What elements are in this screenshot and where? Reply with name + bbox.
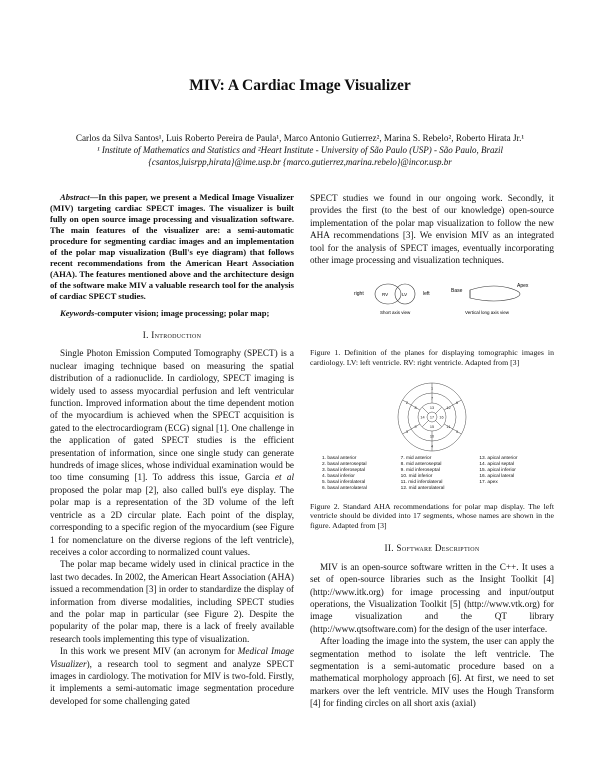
segment-legend-item: 1. basal anterior bbox=[322, 455, 357, 461]
author-list: Carlos da Silva Santos¹, Luis Roberto Pereira de Paula¹, Marco Antonio Gutierrez², Marina S. Rebelo², Roberto Hirata Jr.¹ bbox=[75, 133, 525, 143]
segment-number: 2 bbox=[405, 400, 408, 405]
abstract bbox=[50, 192, 294, 302]
fig1-label-rv: RV bbox=[382, 292, 389, 298]
software-paragraph-1: MIV is an open-source software written in the C++. It uses a set of open-source libraries such as the Insight Toolkit [4] (http://www.itk.org) for image processing and input/output operations, the Visualization Toolkit [5] (http://www.vtk.org) for image visualization and the QT library (http://www.qtsoftware.com) for the design of the user interface. bbox=[310, 561, 554, 634]
intro-paragraph-3: In this work we present MIV (an acronym for Medical Image Visualizer), a research tool to segment and analyze SPECT images in cardiology. The motivation for MIV is two-fold. Firstly, it implements a semi-automatic image segmentation procedure developed for some challenging gated bbox=[50, 646, 295, 706]
abstract-label: Abstract bbox=[60, 192, 90, 202]
segment-legend-item: 17. apex bbox=[479, 479, 498, 485]
abstract-text: —In this paper, we present a Medical Image Visualizer (MIV) targeting cardiac SPECT images. The visualizer is built fully on open source image processing and visualization software. The main features of the visualizer are: a semi-automatic procedure for segmenting cardiac images and an implementation of the polar map visualization (Bull's eye diagram) that follows recent recommendations from the American Heart Association (AHA). The features mentioned above and the architecture design of the software make MIV a valuable research tool for the analysis of cardiac SPECT studies. bbox=[50, 192, 294, 301]
segment-number: 12 bbox=[446, 405, 451, 410]
segment-legend-item: 7. mid anterior bbox=[400, 455, 432, 461]
paper-title: MIV: A Cardiac Image Visualizer bbox=[189, 77, 411, 94]
segment-legend-item: 10. mid inferior bbox=[400, 473, 433, 479]
segment-legend-item: 12. mid anterolateral bbox=[400, 485, 445, 491]
segment-number: 8 bbox=[414, 405, 417, 410]
segment-legend-item: 5. basal inferolateral bbox=[322, 479, 366, 485]
segment-legend-item: 2. basal anteroseptal bbox=[322, 461, 367, 467]
figure-1-caption: Figure 1. Definition of the planes for displaying tomographic images in cardiology. LV: left ventricle. RV: right ventricle. Adapted from [3] bbox=[310, 348, 554, 368]
author-emails: {csantos,luisrpp,hirata}@ime.usp.br {marco.gutierrez,marina.rebelo}@incor.usp.br bbox=[148, 157, 452, 167]
fig1-long-axis-shape bbox=[470, 286, 520, 301]
segment-number: 9 bbox=[414, 424, 417, 429]
section-heading-introduction: I. Introduction bbox=[142, 330, 202, 340]
segment-legend-empty bbox=[479, 486, 554, 492]
segment-number: 17 bbox=[429, 414, 435, 419]
fig1-label-short-axis: Short axis view bbox=[380, 310, 411, 316]
keywords-text: -computer vision; image processing; polar map; bbox=[94, 308, 270, 318]
intro-paragraph-1: Single Photon Emission Computed Tomography (SPECT) is a nuclear imaging technique based on measuring the spatial distribution of a radionuclide. In cardiology, SPECT imaging is widely used to assess myocardial perfusion and left ventricular function. Improved information about the time dependent motion of the myocardium is achieved when the SPECT acquisition is gated to the electrocardiogram (ECG) signal [1]. One challenge in the application of gated SPECT studies is the efficient presentation of information, since one single study can generate hundreds of image slices, whose individual examination would be too time consuming [1]. To address this issue, Garcia et al proposed the polar map [2], also called bull's eye display. The polar map is a representation of the 3D volume of the left ventricle as a 2D circular plate. Each point of the display, corresponding to a specific region of the myocardium (see Figure 1 for nomenclature on the diverse regions of the left ventricle), receives a color according to normalized count values. bbox=[50, 348, 294, 557]
segment-legend-item: 4. basal inferior bbox=[322, 473, 355, 479]
segment-number: 10 bbox=[429, 433, 435, 438]
segment-legend-item: 16. apical lateral bbox=[479, 473, 515, 479]
right-column bbox=[310, 192, 554, 710]
segment-legend-item: 8. mid anteroseptal bbox=[400, 461, 442, 467]
segment-number: 11 bbox=[446, 424, 451, 429]
segment-number: 13 bbox=[429, 405, 435, 410]
segment-legend-item: 9. mid inferoseptal bbox=[400, 467, 440, 473]
segment-number: 14 bbox=[420, 414, 425, 419]
segment-legend-item: 13. apical anterior bbox=[479, 455, 518, 461]
fig1-label-apex: Apex bbox=[517, 283, 529, 290]
right-top-paragraph: SPECT studies we found in our ongoing work. Secondly, it provides the first (to the best of our knowledge) open-source implementation of the polar map visualization to follow the new AHA recommendations [3]. We envision MIV as an integrated tool for the analysis of SPECT images, eventually incorporating other image processing and visualization techniques. bbox=[310, 193, 554, 266]
segment-legend-item: 15. apical inferior bbox=[479, 467, 516, 473]
segment-number: 7 bbox=[430, 395, 434, 400]
segment-legend-item: 14. apical septal bbox=[479, 461, 514, 467]
segment-number: 3 bbox=[405, 429, 408, 434]
segment-legend-item: 3. basal inferoseptal bbox=[322, 467, 365, 473]
segment-legend bbox=[310, 456, 554, 492]
figure-2 bbox=[310, 380, 554, 454]
intro-paragraph-2: The polar map became widely used in clinical practice in the last two decades. In 2002, the American Heart Association (AHA) issued a recommendation [3] in order to standardize the display of information from diverse modalities, including SPECT studies and the polar map in particular (see Figure 2). Despite the popularity of the polar map, there is a lack of freely available research tools implementing this type of visualization. bbox=[50, 559, 294, 644]
fig1-label-left: left bbox=[423, 291, 430, 298]
fig1-label-long-axis: Vertical long axis view bbox=[465, 310, 510, 316]
segment-number: 6 bbox=[456, 400, 459, 405]
software-paragraph-2: After loading the image into the system, the user can apply the segmentation method to isolate the left ventricle. The segmentation is a semi-automatic procedure based on a mathematical morphology approach [6]. At first, we need to set markers over the left ventricle. MIV uses the Hough Transform [4] for finding circles on all short axis (axial) bbox=[310, 636, 554, 709]
fig1-label-lv: LV bbox=[402, 292, 408, 298]
figure-2-caption: Figure 2. Standard AHA recommendations for polar map display. The left ventricle should be divided into 17 segments, whose names are shown in the figure. Adapted from [3] bbox=[310, 501, 554, 530]
keywords bbox=[50, 308, 294, 319]
segment-number: 16 bbox=[439, 414, 444, 419]
segment-legend-item: 6. basal anterolateral bbox=[322, 485, 367, 491]
affiliation: ¹ Institute of Mathematics and Statistics and ²Heart Institute - University of São Paulo (USP) - São Paulo, Brazil bbox=[96, 145, 504, 155]
segment-legend-item: 11. mid inferolateral bbox=[400, 479, 443, 485]
figure-1-diagram bbox=[310, 276, 554, 328]
figure-1 bbox=[310, 276, 554, 328]
segment-number: 5 bbox=[456, 429, 459, 434]
bulls-eye-diagram bbox=[310, 380, 554, 454]
fig1-label-right: right bbox=[354, 291, 364, 298]
left-column bbox=[50, 192, 294, 707]
segment-number: 15 bbox=[429, 424, 435, 429]
keywords-label: Keywords bbox=[60, 308, 95, 318]
fig1-label-base: Base bbox=[451, 288, 463, 295]
section-heading-software: II. Software Description bbox=[384, 543, 480, 554]
segment-number: 4 bbox=[430, 443, 434, 448]
segment-number: 1 bbox=[430, 385, 434, 390]
